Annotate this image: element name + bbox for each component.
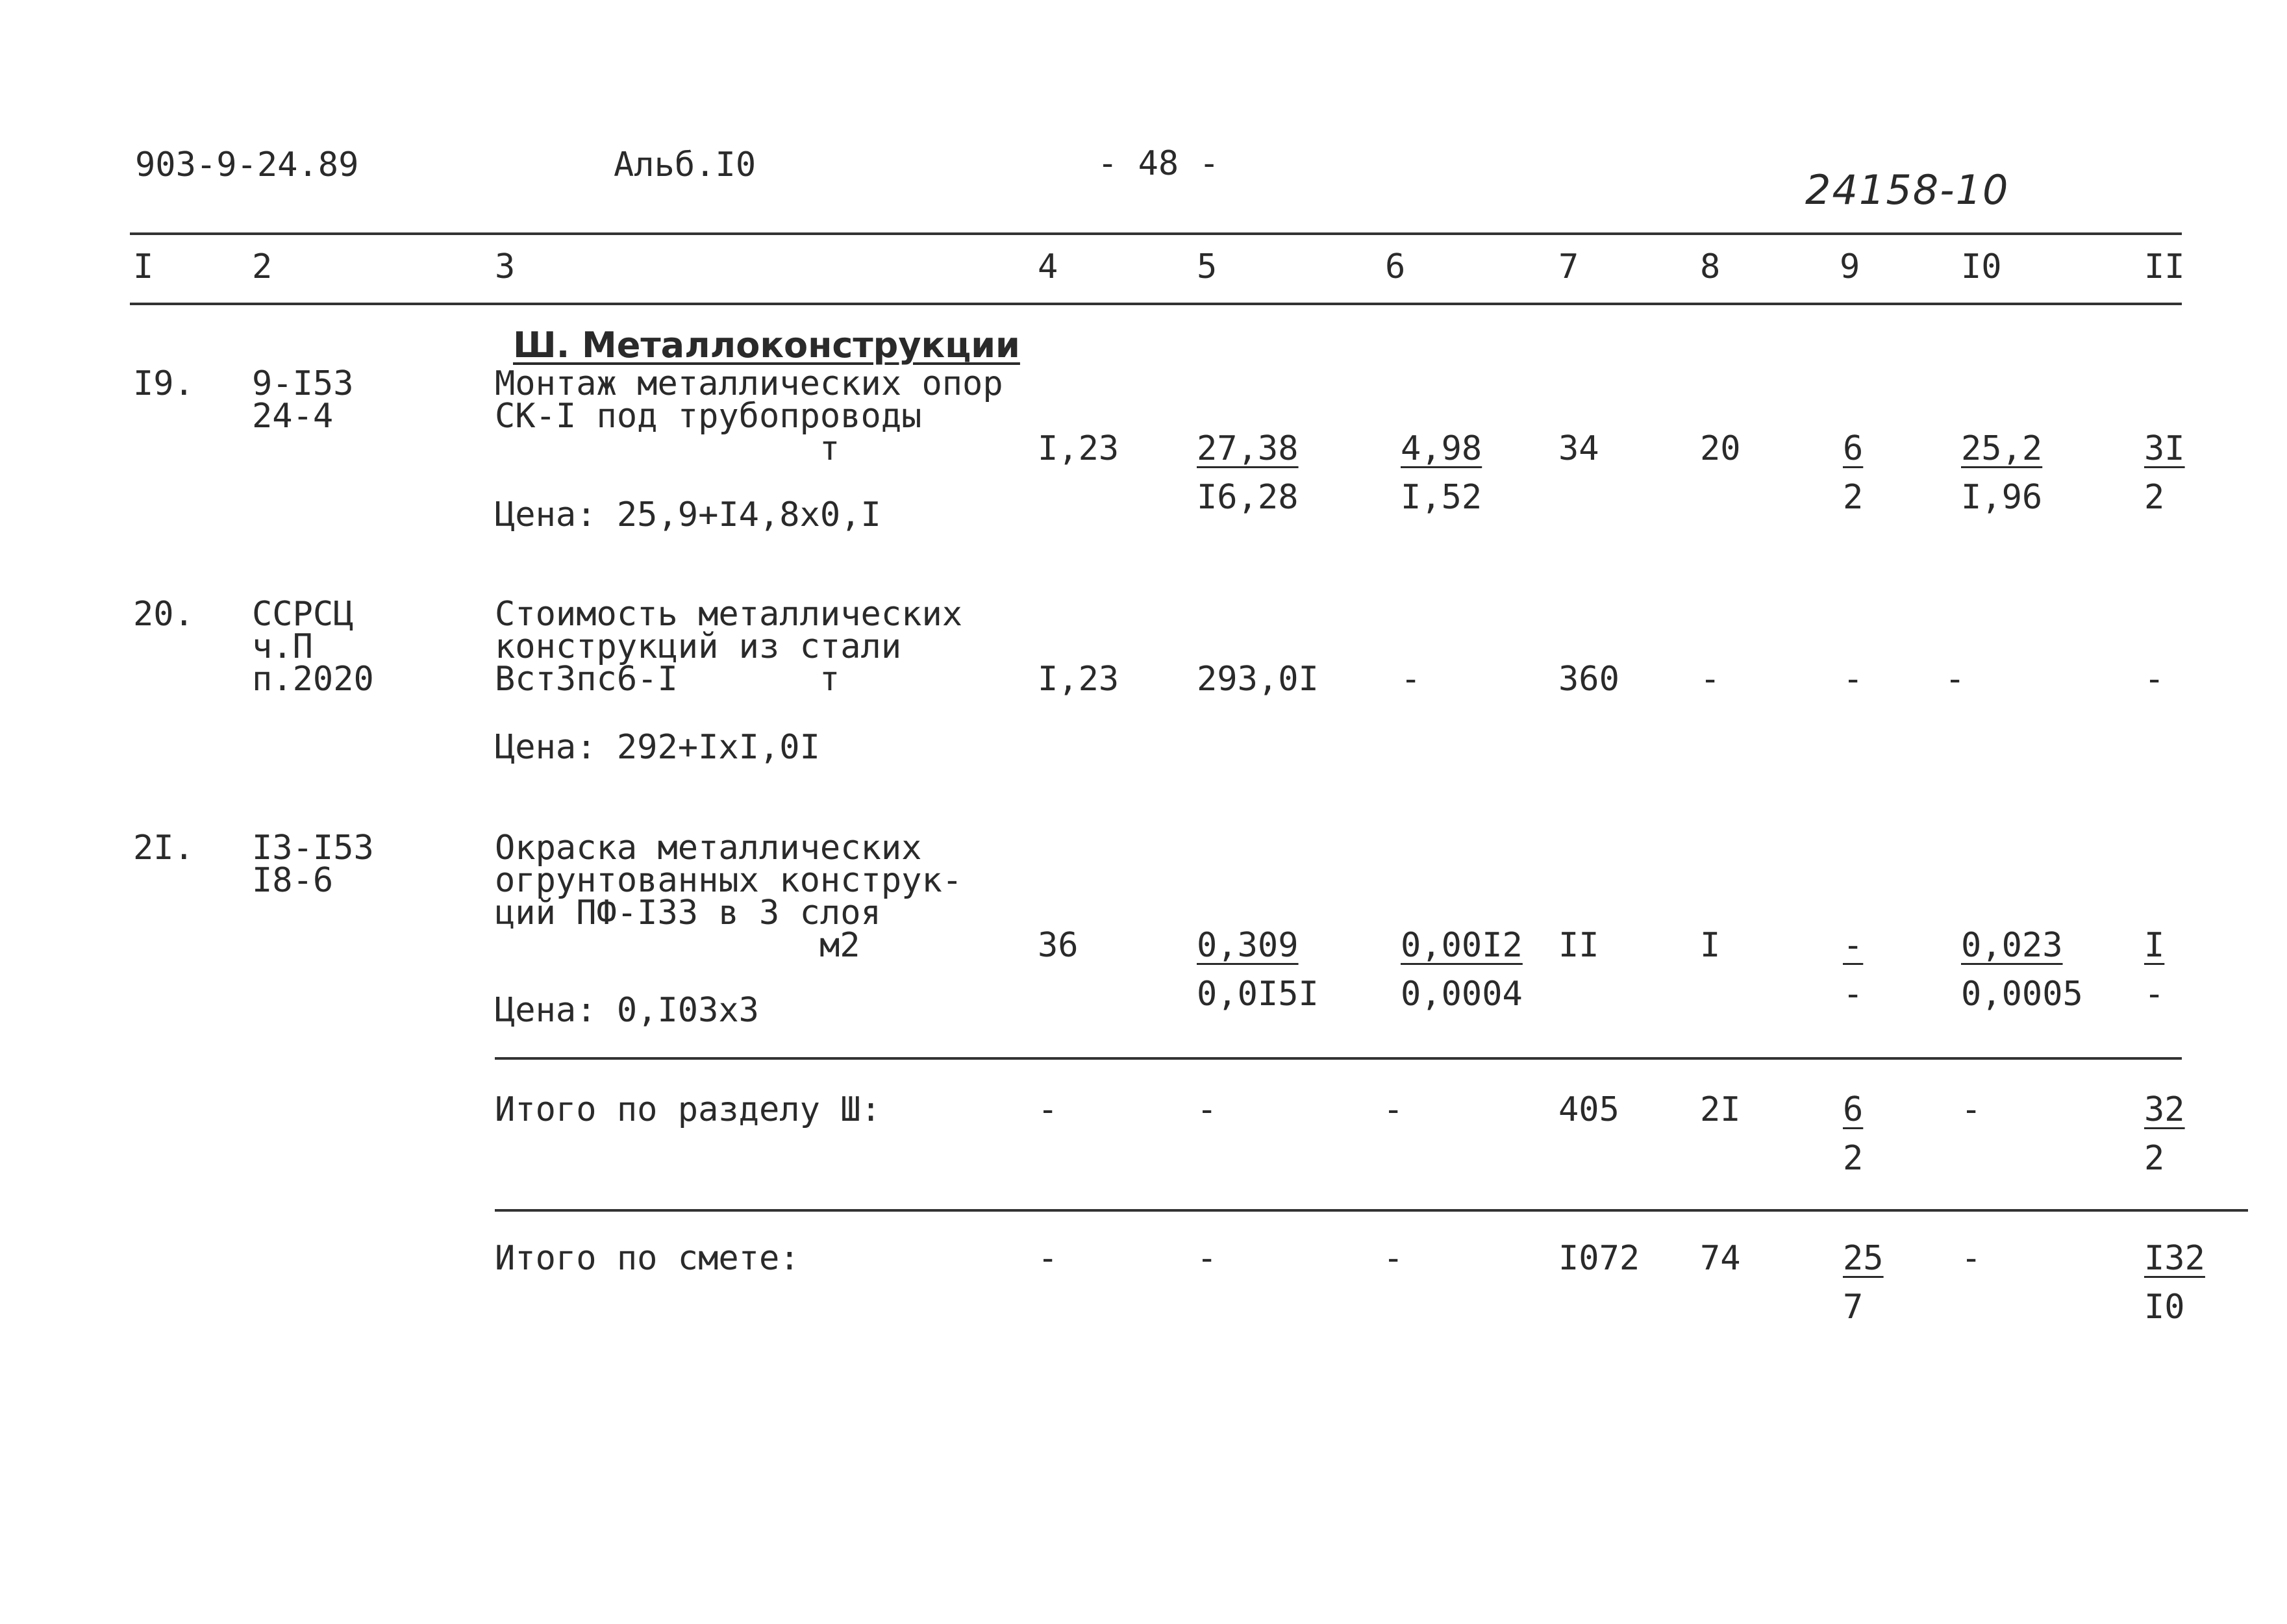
- row-number: I9.: [133, 364, 194, 403]
- document-code: 903-9-24.89: [135, 145, 359, 184]
- col9-bottom: 2: [1843, 478, 1864, 517]
- unit: м2: [819, 926, 860, 965]
- col5-top: 0,309: [1197, 926, 1299, 965]
- column-number: 5: [1197, 247, 1218, 286]
- col7: I072: [1558, 1239, 1640, 1278]
- page-number: - 48 -: [1097, 144, 1219, 183]
- price-formula: Цена: 292+IхI,0I: [495, 728, 820, 767]
- rate-code: 24-4: [252, 397, 334, 436]
- col10-bottom: I,96: [1961, 478, 2043, 517]
- column-number: 2: [252, 247, 273, 286]
- col10-top: 25,2: [1961, 429, 2043, 468]
- column-number: 3: [495, 247, 516, 286]
- col7: II: [1558, 926, 1599, 965]
- quantity: 36: [1038, 926, 1079, 965]
- col11-top: I: [2144, 926, 2165, 965]
- quantity: I,23: [1038, 660, 1119, 699]
- unit: т: [819, 429, 840, 468]
- section-title: Ш. Металлоконструкции: [513, 325, 1020, 366]
- rate-code: 9-I53: [252, 364, 354, 403]
- total-label: Итого по смете:: [495, 1239, 800, 1278]
- col9: -: [1843, 660, 1864, 699]
- col6-top: 0,00I2: [1401, 926, 1523, 965]
- col8: I: [1700, 926, 1721, 965]
- rate-code: I8-6: [252, 861, 334, 900]
- col6-top: 4,98: [1401, 429, 1482, 468]
- col9-top: 6: [1843, 1090, 1864, 1129]
- col8: 74: [1700, 1239, 1741, 1278]
- col11: -: [2144, 660, 2165, 699]
- col5: -: [1197, 1239, 1218, 1278]
- col10: -: [1961, 1239, 1982, 1278]
- column-number: 8: [1700, 247, 1721, 286]
- rate-code: I3-I53: [252, 829, 374, 868]
- col7: 34: [1558, 429, 1599, 468]
- col8: 20: [1700, 429, 1741, 468]
- header-bottom-rule: [130, 303, 2182, 305]
- col6: -: [1383, 1090, 1404, 1129]
- col9-top: -: [1843, 926, 1864, 965]
- col5: 293,0I: [1197, 660, 1319, 699]
- work-description: СК-I под трубопроводы: [495, 397, 922, 436]
- col11-bottom: 2: [2144, 478, 2165, 517]
- col11-bottom: -: [2144, 975, 2165, 1014]
- price-formula: Цена: 25,9+I4,8х0,I: [495, 495, 881, 534]
- column-number: 9: [1840, 247, 1860, 286]
- col10-bottom: 0,0005: [1961, 975, 2083, 1014]
- handwritten-number: 24158-10: [1805, 166, 2010, 214]
- col9-bottom: 2: [1843, 1139, 1864, 1178]
- col7: 360: [1558, 660, 1619, 699]
- column-number: II: [2144, 247, 2185, 286]
- col9-top: 6: [1843, 429, 1864, 468]
- section-total-rule: [495, 1057, 2182, 1060]
- col11-top: 32: [2144, 1090, 2185, 1129]
- row-number: 20.: [133, 595, 194, 634]
- col5-top: 27,38: [1197, 429, 1299, 468]
- quantity: I,23: [1038, 429, 1119, 468]
- col9-top: 25: [1843, 1239, 1884, 1278]
- column-number: 7: [1558, 247, 1579, 286]
- col6: -: [1383, 1239, 1404, 1278]
- work-description: конструкций из стали: [495, 627, 902, 666]
- col10-top: 0,023: [1961, 926, 2063, 965]
- column-number: I: [133, 247, 154, 286]
- work-description: Стоимость металлических: [495, 595, 963, 634]
- total-label: Итого по разделу Ш:: [495, 1090, 881, 1129]
- col5-bottom: I6,28: [1197, 478, 1299, 517]
- col11-top: I32: [2144, 1239, 2205, 1278]
- work-description: огрунтованных конструк-: [495, 861, 963, 900]
- col10: -: [1945, 660, 1966, 699]
- column-number: I0: [1961, 247, 2002, 286]
- col6-bottom: I,52: [1401, 478, 1482, 517]
- work-description: ВстЗпс6-I: [495, 660, 678, 699]
- col11-bottom: I0: [2144, 1288, 2185, 1327]
- col8: 2I: [1700, 1090, 1741, 1129]
- col9-bottom: -: [1843, 975, 1864, 1014]
- col7: 405: [1558, 1090, 1619, 1129]
- col6: -: [1401, 660, 1421, 699]
- col9-bottom: 7: [1843, 1288, 1864, 1327]
- row-number: 2I.: [133, 829, 194, 868]
- rate-code: п.2020: [252, 660, 374, 699]
- work-description: ций ПФ-I33 в 3 слоя: [495, 893, 881, 932]
- price-formula: Цена: 0,I03х3: [495, 991, 759, 1030]
- table-top-rule: [130, 232, 2182, 235]
- col4: -: [1038, 1239, 1058, 1278]
- col5-bottom: 0,0I5I: [1197, 975, 1319, 1014]
- rate-code: ч.П: [252, 627, 313, 666]
- col11-top: 3I: [2144, 429, 2185, 468]
- column-number: 4: [1038, 247, 1058, 286]
- work-description: Монтаж металлических опор: [495, 364, 1003, 403]
- estimate-total-rule: [495, 1209, 2248, 1212]
- col4: -: [1038, 1090, 1058, 1129]
- col11-bottom: 2: [2144, 1139, 2165, 1178]
- rate-code: ССРСЦ: [252, 595, 354, 634]
- col5: -: [1197, 1090, 1218, 1129]
- column-number: 6: [1385, 247, 1406, 286]
- album-label: Альб.I0: [614, 145, 756, 184]
- col10: -: [1961, 1090, 1982, 1129]
- unit: т: [819, 660, 840, 699]
- col8: -: [1700, 660, 1721, 699]
- work-description: Окраска металлических: [495, 829, 922, 868]
- col6-bottom: 0,0004: [1401, 975, 1523, 1014]
